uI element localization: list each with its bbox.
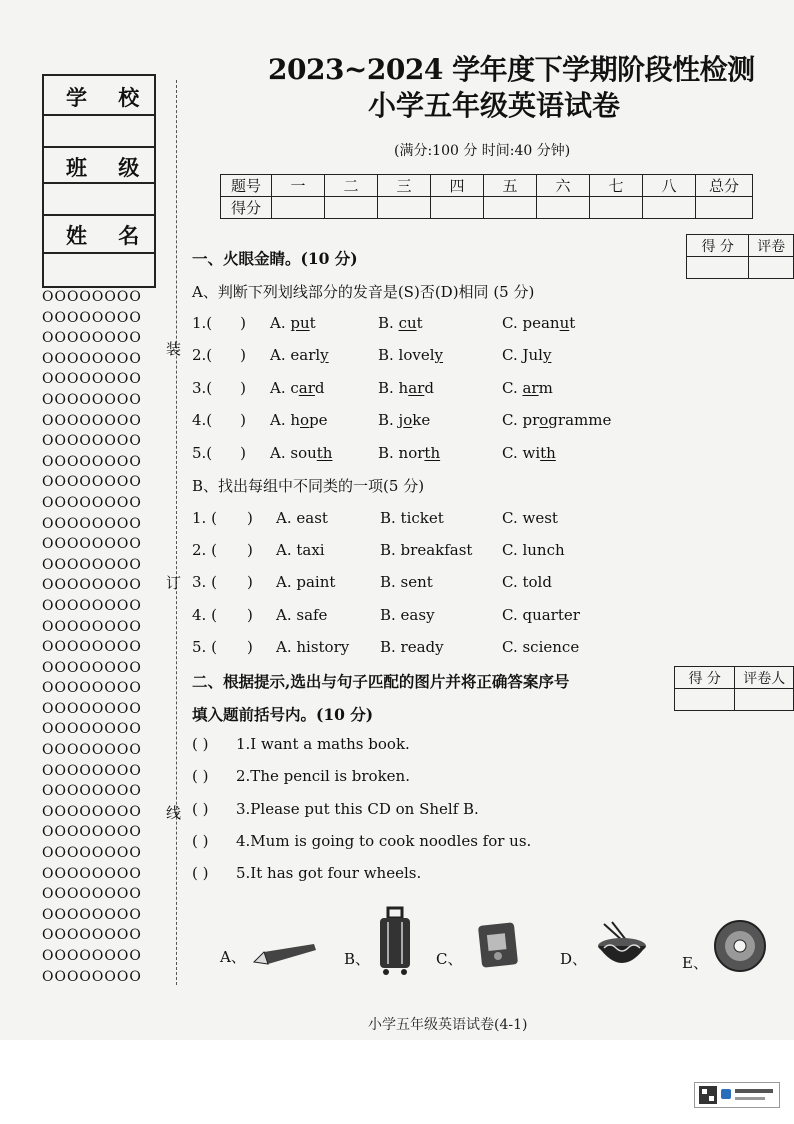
partB-q4-c: C. quarter [502, 606, 580, 624]
partB-q2-b: B. breakfast [380, 541, 473, 559]
section2-title-line1: 二、根据提示,选出与句子匹配的图片并将正确答案序号 [192, 672, 570, 691]
partB-q5-paren[interactable]: 5. ( ) [192, 638, 253, 656]
bind-label-xian: 线 [166, 804, 182, 822]
bind-label-zhuang: 装 [166, 340, 182, 358]
binding-circle-row: OOOOOOOO [42, 556, 142, 573]
grader-name-blank[interactable] [749, 257, 794, 279]
section2-q5-sentence: 5.It has got four wheels. [236, 864, 422, 882]
section2-q2-sentence: 2.The pencil is broken. [236, 767, 410, 785]
section2-q4-paren[interactable]: ( ) [192, 832, 209, 850]
partB-q3-a: A. paint [276, 573, 336, 591]
binding-circle-row: OOOOOOOO [42, 845, 142, 862]
grader-score-blank[interactable] [675, 689, 735, 711]
score-table [220, 174, 753, 219]
partA-q3-a: A. card [270, 379, 325, 397]
pic-c-label: C、 [436, 950, 463, 968]
grader-name-label: 评卷人 [735, 667, 794, 689]
score-blank[interactable] [590, 197, 643, 219]
partA-q1-a: A. put [270, 314, 316, 332]
score-cell: 五 [484, 175, 537, 197]
partB-q4-b: B. easy [380, 606, 435, 624]
page-footer: 小学五年级英语试卷(4-1) [368, 1017, 528, 1033]
score-blank[interactable] [537, 197, 590, 219]
binding-circle-row: OOOOOOOO [42, 783, 142, 800]
partB-q1-c: C. west [502, 509, 558, 527]
partB-q3-b: B. sent [380, 573, 433, 591]
partB-q1-b: B. ticket [380, 509, 444, 527]
partB-q5-c: C. science [502, 638, 580, 656]
binding-circle-row: OOOOOOOO [42, 330, 142, 347]
score-header-row [221, 175, 753, 197]
noodle-bowl-icon [594, 918, 650, 974]
binding-circle-row: OOOOOOOO [42, 371, 142, 388]
score-blank[interactable] [272, 197, 325, 219]
binding-circle-row: OOOOOOOO [42, 433, 142, 450]
score-blank[interactable] [325, 197, 378, 219]
score-cell: 四 [431, 175, 484, 197]
grader-box-2 [674, 666, 794, 711]
school-blank[interactable] [44, 116, 154, 148]
partA-q5-a: A. south [270, 444, 333, 462]
pencil-icon [250, 938, 320, 968]
section2-q3-paren[interactable]: ( ) [192, 800, 209, 818]
partA-title: A、判断下列划线部分的发音是(S)否(D)相同 (5 分) [192, 283, 535, 301]
section2-q4-sentence: 4.Mum is going to cook noodles for us. [236, 832, 532, 850]
school-row: 学 校 [44, 76, 154, 116]
score-cell: 三 [378, 175, 431, 197]
book-icon [476, 920, 522, 970]
partB-title: B、找出每组中不同类的一项(5 分) [192, 477, 425, 495]
exam-title-line2: 小学五年级英语试卷 [368, 89, 621, 122]
binding-circle-row: OOOOOOOO [42, 762, 142, 779]
partA-q5-b: B. north [378, 444, 441, 462]
binding-circle-row: OOOOOOOO [42, 453, 142, 470]
partA-q4-c: C. programme [502, 411, 612, 429]
pic-d-label: D、 [560, 950, 588, 968]
grader-score-blank[interactable] [687, 257, 749, 279]
exam-title-line1: 2023~2024 学年度下学期阶段性检测 [268, 53, 755, 86]
binding-circle-row: OOOOOOOO [42, 289, 142, 305]
binding-circle-row: OOOOOOOO [42, 309, 142, 326]
partB-q3-paren[interactable]: 3. ( ) [192, 573, 253, 591]
class-blank[interactable] [44, 184, 154, 216]
binding-circle-row: OOOOOOOO [42, 659, 142, 676]
student-info-box [42, 74, 156, 288]
score-cell: 总分 [696, 175, 753, 197]
binding-circle-row: OOOOOOOO [42, 906, 142, 923]
bind-label-ding: 订 [166, 574, 182, 592]
partA-q2-paren[interactable]: 2.( ) [192, 346, 247, 364]
grader-score-label: 得 分 [675, 667, 735, 689]
partA-q3-b: B. hard [378, 379, 434, 397]
binding-circles [42, 287, 154, 987]
binding-circle-row: OOOOOOOO [42, 721, 142, 738]
score-cell: 一 [272, 175, 325, 197]
partB-q3-c: C. told [502, 573, 552, 591]
partB-q4-a: A. safe [276, 606, 328, 624]
section2-q5-paren[interactable]: ( ) [192, 864, 209, 882]
partA-q2-c: C. July [502, 346, 552, 364]
partB-q2-a: A. taxi [276, 541, 325, 559]
score-blank[interactable] [696, 197, 753, 219]
score-blank[interactable] [643, 197, 696, 219]
score-cell: 二 [325, 175, 378, 197]
binding-dashed-line [176, 80, 177, 985]
cd-icon [712, 918, 768, 974]
binding-circle-row: OOOOOOOO [42, 391, 142, 408]
binding-circle-row: OOOOOOOO [42, 948, 142, 964]
binding-circle-row: OOOOOOOO [42, 742, 142, 759]
partB-q2-c: C. lunch [502, 541, 565, 559]
partA-q5-c: C. with [502, 444, 556, 462]
score-blank[interactable] [484, 197, 537, 219]
score-value-row [221, 197, 753, 219]
score-cell: 六 [537, 175, 590, 197]
score-cell: 七 [590, 175, 643, 197]
section2-q2-paren[interactable]: ( ) [192, 767, 209, 785]
binding-circle-row: OOOOOOOO [42, 350, 142, 367]
section2-q3-sentence: 3.Please put this CD on Shelf B. [236, 800, 479, 818]
section1-title: 一、火眼金睛。(10 分) [192, 249, 358, 268]
partB-q1-paren[interactable]: 1. ( ) [192, 509, 253, 527]
score-cell: 题号 [221, 175, 272, 197]
partA-q5-paren[interactable]: 5.( ) [192, 444, 247, 462]
pic-b-label: B、 [344, 950, 371, 968]
pic-a-label: A、 [220, 948, 246, 966]
binding-circle-row: OOOOOOOO [42, 886, 142, 903]
score-blank[interactable] [431, 197, 484, 219]
section2-title-line2: 填入题前括号内。(10 分) [192, 705, 374, 724]
binding-circle-row: OOOOOOOO [42, 536, 142, 553]
partA-q4-a: A. hope [270, 411, 328, 429]
score-blank[interactable] [378, 197, 431, 219]
suitcase-icon [376, 906, 414, 976]
partA-q3-paren[interactable]: 3.( ) [192, 379, 247, 397]
partA-q4-paren[interactable]: 4.( ) [192, 411, 247, 429]
partA-q1-paren[interactable]: 1.( ) [192, 314, 247, 332]
binding-circle-row: OOOOOOOO [42, 494, 142, 511]
binding-circle-row: OOOOOOOO [42, 680, 142, 697]
binding-circle-row: OOOOOOOO [42, 515, 142, 532]
grader-name-label: 评卷 [749, 235, 794, 257]
partA-q3-c: C. arm [502, 379, 553, 397]
partB-q5-a: A. history [276, 638, 350, 656]
partA-q2-b: B. lovely [378, 346, 444, 364]
score-cell: 八 [643, 175, 696, 197]
exam-meta: (满分:100 分 时间:40 分钟) [394, 143, 571, 159]
class-row: 班 级 [44, 148, 154, 184]
binding-circle-row: OOOOOOOO [42, 968, 142, 985]
partA-q4-b: B. joke [378, 411, 431, 429]
binding-circle-row: OOOOOOOO [42, 474, 142, 491]
qr-code-icon [695, 1083, 779, 1107]
partA-q1-b: B. cut [378, 314, 423, 332]
section2-q1-paren[interactable]: ( ) [192, 735, 209, 753]
scanner-badge [694, 1082, 780, 1108]
binding-circle-row: OOOOOOOO [42, 927, 142, 944]
binding-circle-row: OOOOOOOO [42, 824, 142, 841]
score-label: 得分 [221, 197, 272, 219]
partB-q5-b: B. ready [380, 638, 444, 656]
partB-q2-paren[interactable]: 2. ( ) [192, 541, 253, 559]
binding-circle-row: OOOOOOOO [42, 577, 142, 594]
binding-circle-row: OOOOOOOO [42, 412, 142, 429]
pic-e-label: E、 [682, 954, 708, 972]
name-row: 姓 名 [44, 216, 154, 254]
grader-score-label: 得 分 [687, 235, 749, 257]
grader-box-1 [686, 234, 794, 279]
binding-circle-row: OOOOOOOO [42, 639, 142, 656]
section2-q1-sentence: 1.I want a maths book. [236, 735, 410, 753]
grader-name-blank[interactable] [735, 689, 794, 711]
binding-circle-row: OOOOOOOO [42, 865, 142, 882]
binding-circle-row: OOOOOOOO [42, 618, 142, 635]
partB-q4-paren[interactable]: 4. ( ) [192, 606, 253, 624]
partA-q2-a: A. early [270, 346, 329, 364]
binding-circle-row: OOOOOOOO [42, 700, 142, 717]
binding-circle-row: OOOOOOOO [42, 803, 142, 820]
partA-q1-c: C. peanut [502, 314, 576, 332]
partB-q1-a: A. east [276, 509, 328, 527]
binding-circle-row: OOOOOOOO [42, 597, 142, 614]
